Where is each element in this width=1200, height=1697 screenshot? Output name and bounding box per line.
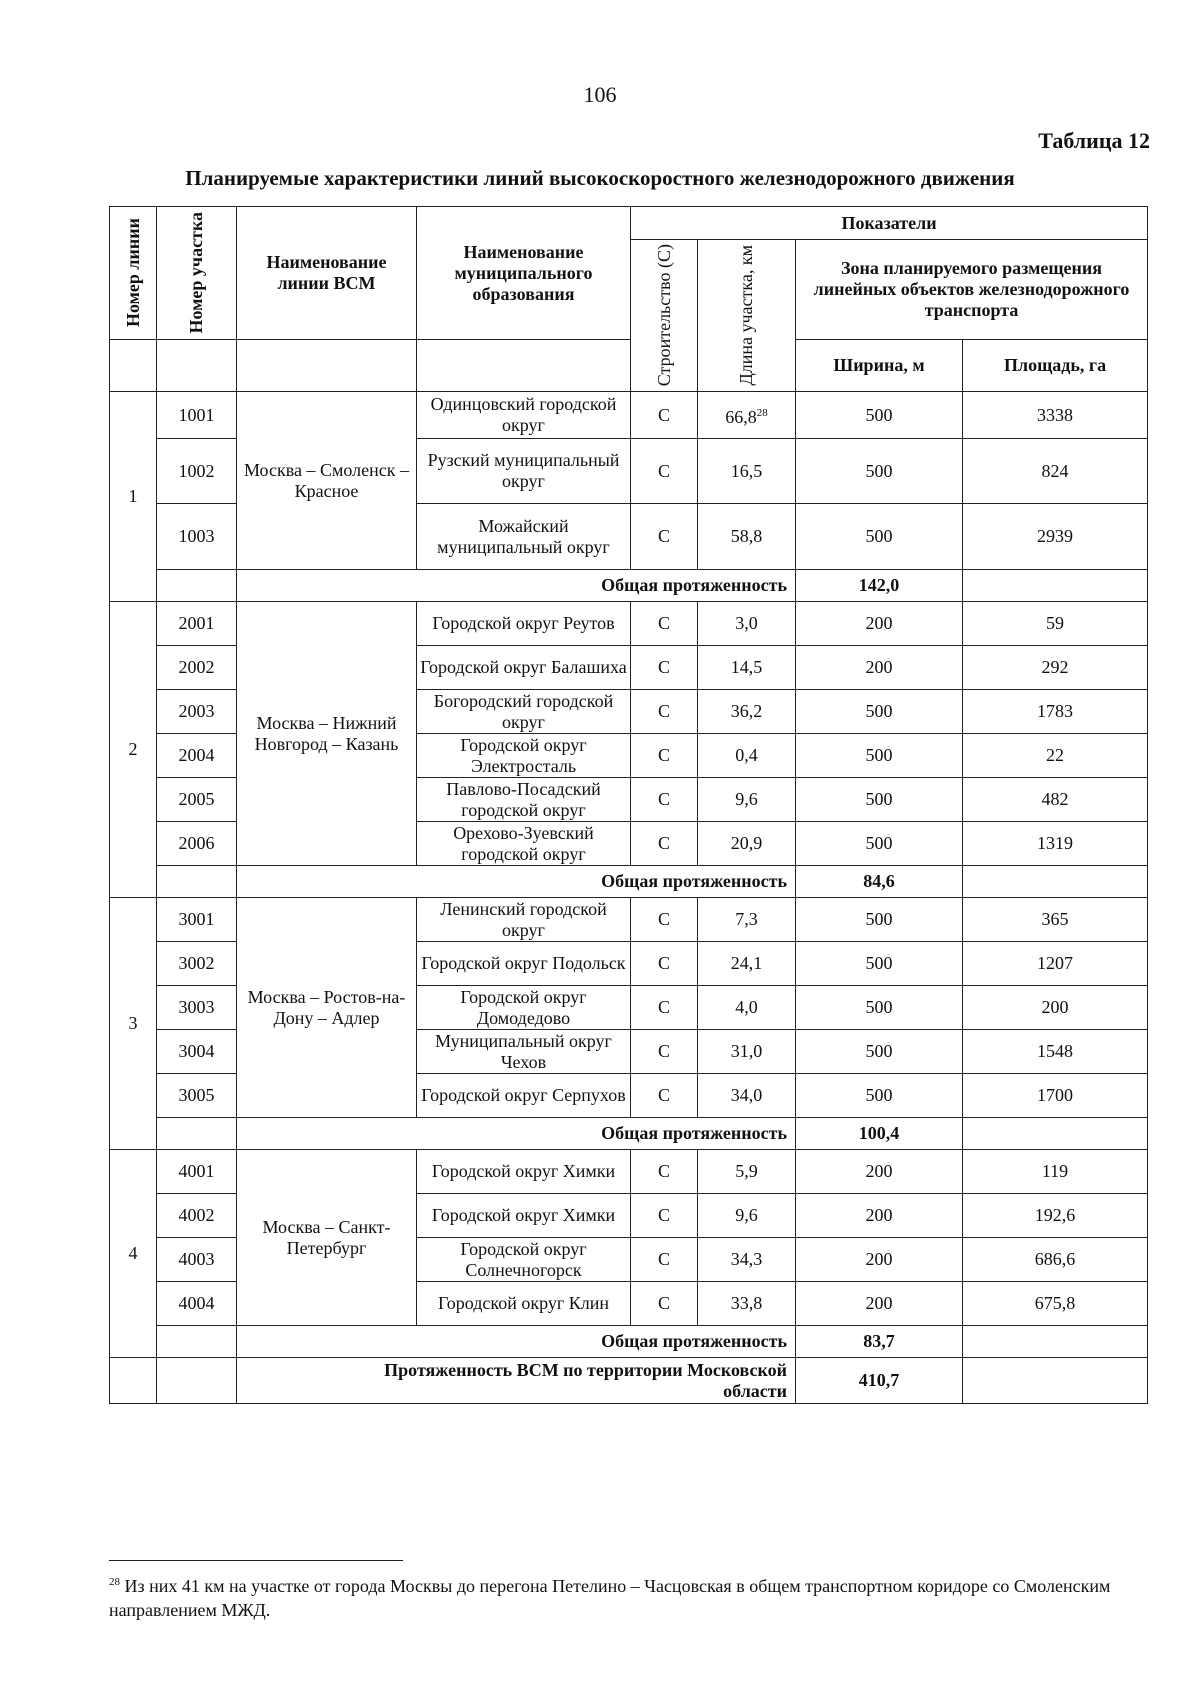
section-number: 2005: [157, 778, 237, 822]
section-length-value: 24,1: [730, 953, 763, 973]
section-number: 2002: [157, 646, 237, 690]
header-municipality: Наименование муниципального образования: [417, 207, 631, 340]
municipality-name: Можайский муниципальный округ: [417, 504, 631, 570]
zone-width: 200: [796, 1282, 963, 1326]
table-label: Таблица 12: [1038, 128, 1150, 153]
header-section-number: Номер участка: [157, 207, 237, 340]
zone-width: 500: [796, 734, 963, 778]
section-length: [698, 646, 796, 690]
blank-cell: [963, 1118, 1148, 1150]
section-length: [698, 504, 796, 570]
municipality-name: Рузский муниципальный округ: [417, 439, 631, 504]
section-number: 1001: [157, 392, 237, 439]
municipality-name: Городской округ Клин: [417, 1282, 631, 1326]
municipality-name: Городской округ Реутов: [417, 602, 631, 646]
header-blank: [417, 340, 631, 392]
construction-mark: С: [631, 822, 698, 866]
total-label: Общая протяженность: [237, 570, 796, 602]
total-label: Общая протяженность: [237, 866, 796, 898]
zone-width: 500: [796, 439, 963, 504]
header-construction: Строительство (С): [631, 240, 698, 392]
blank-cell: [963, 866, 1148, 898]
footnote-mark: 28: [109, 1576, 120, 1588]
municipality-name: Городской округ Электросталь: [417, 734, 631, 778]
section-length-value: 33,8: [730, 1293, 763, 1313]
total-label: Общая протяженность: [237, 1326, 796, 1358]
zone-area: 686,6: [963, 1238, 1148, 1282]
zone-area: 1700: [963, 1074, 1148, 1118]
zone-width: 500: [796, 690, 963, 734]
table-row: [110, 1150, 1148, 1194]
zone-width: 200: [796, 646, 963, 690]
municipality-name: Городской округ Балашиха: [417, 646, 631, 690]
zone-area: 1207: [963, 942, 1148, 986]
section-length: [698, 942, 796, 986]
header-blank: [237, 340, 417, 392]
section-length: [698, 1030, 796, 1074]
municipality-name: Орехово-Зуевский городской округ: [417, 822, 631, 866]
total-label: Общая протяженность: [237, 1118, 796, 1150]
section-length: [698, 392, 796, 439]
municipality-name: Городской округ Серпухов: [417, 1074, 631, 1118]
municipality-name: Одинцовский городской округ: [417, 392, 631, 439]
construction-mark: С: [631, 1238, 698, 1282]
section-length: [698, 1074, 796, 1118]
total-row: [110, 866, 1148, 898]
construction-mark: С: [631, 602, 698, 646]
section-length-value: 66,8: [725, 406, 757, 427]
municipality-name: Городской округ Химки: [417, 1150, 631, 1194]
blank-cell: [963, 1358, 1148, 1404]
construction-mark: С: [631, 1150, 698, 1194]
construction-mark: С: [631, 504, 698, 570]
line-number: 4: [110, 1150, 157, 1358]
total-value: 83,7: [796, 1326, 963, 1358]
header-zone: Зона планируемого размещения линейных объектов железнодорожного транспорта: [796, 240, 1148, 340]
municipality-name: Богородский городской округ: [417, 690, 631, 734]
zone-width: 500: [796, 1074, 963, 1118]
line-name: Москва – Нижний Новгород – Казань: [237, 602, 417, 866]
section-number: 3005: [157, 1074, 237, 1118]
blank-cell: [157, 1326, 237, 1358]
table-row: [110, 392, 1148, 439]
blank-cell: [157, 1118, 237, 1150]
section-number: 3001: [157, 898, 237, 942]
section-length: [698, 778, 796, 822]
section-length: [698, 1238, 796, 1282]
section-length: [698, 734, 796, 778]
characteristics-table: [109, 206, 1148, 1404]
footnote-text: Из них 41 км на участке от города Москвы до перегона Петелино – Часцовская в общем транспортном коридоре со Смоленским направлением МЖД.: [109, 1576, 1111, 1620]
zone-width: 500: [796, 392, 963, 439]
municipality-name: Городской округ Подольск: [417, 942, 631, 986]
section-length-value: 34,3: [730, 1249, 763, 1269]
line-name: Москва – Ростов-на-Дону – Адлер: [237, 898, 417, 1118]
zone-area: 1319: [963, 822, 1148, 866]
header-width: Ширина, м: [796, 340, 963, 392]
section-length-value: 7,3: [735, 909, 758, 929]
construction-mark: С: [631, 1074, 698, 1118]
section-number: 2001: [157, 602, 237, 646]
blank-cell: [963, 570, 1148, 602]
zone-width: 500: [796, 778, 963, 822]
section-length: [698, 898, 796, 942]
section-length-value: 34,0: [730, 1085, 763, 1105]
zone-width: 200: [796, 1150, 963, 1194]
section-number: 2004: [157, 734, 237, 778]
header-area: Площадь, га: [963, 340, 1148, 392]
zone-area: 482: [963, 778, 1148, 822]
header-indicators: Показатели: [631, 207, 1148, 240]
section-number: 2006: [157, 822, 237, 866]
section-length-value: 0,4: [735, 745, 758, 765]
municipality-name: Городской округ Солнечногорск: [417, 1238, 631, 1282]
zone-area: 824: [963, 439, 1148, 504]
zone-area: 22: [963, 734, 1148, 778]
section-length: [698, 1194, 796, 1238]
construction-mark: С: [631, 942, 698, 986]
footnote-ref: 28: [756, 406, 768, 419]
zone-width: 200: [796, 1194, 963, 1238]
grand-total-value: 410,7: [796, 1358, 963, 1404]
section-length: [698, 986, 796, 1030]
section-number: 3002: [157, 942, 237, 986]
zone-width: 500: [796, 986, 963, 1030]
section-number: 4002: [157, 1194, 237, 1238]
construction-mark: С: [631, 392, 698, 439]
section-length-value: 9,6: [735, 789, 758, 809]
municipality-name: Муниципальный округ Чехов: [417, 1030, 631, 1074]
table-title: Планируемые характеристики линий высокоскоростного железнодорожного движения: [185, 166, 1015, 190]
section-number: 1003: [157, 504, 237, 570]
construction-mark: С: [631, 1194, 698, 1238]
zone-width: 500: [796, 504, 963, 570]
section-length: [698, 1282, 796, 1326]
zone-area: 59: [963, 602, 1148, 646]
grand-total-label: Протяженность ВСМ по территории Московской области: [237, 1358, 796, 1404]
header-blank: [157, 340, 237, 392]
section-length: [698, 1150, 796, 1194]
footnote: [109, 1570, 1149, 1622]
header-line-number: Номер линии: [110, 207, 157, 340]
zone-area: 2939: [963, 504, 1148, 570]
section-length-value: 14,5: [730, 657, 763, 677]
zone-area: 192,6: [963, 1194, 1148, 1238]
total-row: [110, 570, 1148, 602]
section-number: 4001: [157, 1150, 237, 1194]
construction-mark: С: [631, 1030, 698, 1074]
construction-mark: С: [631, 898, 698, 942]
construction-mark: С: [631, 646, 698, 690]
zone-width: 500: [796, 822, 963, 866]
zone-area: 675,8: [963, 1282, 1148, 1326]
zone-width: 500: [796, 898, 963, 942]
zone-width: 200: [796, 602, 963, 646]
zone-area: 200: [963, 986, 1148, 1030]
total-value: 142,0: [796, 570, 963, 602]
construction-mark: С: [631, 778, 698, 822]
section-length-value: 58,8: [730, 526, 763, 546]
line-name: Москва – Смоленск – Красное: [237, 392, 417, 570]
section-length-value: 36,2: [730, 701, 763, 721]
line-number: 3: [110, 898, 157, 1150]
section-length: [698, 602, 796, 646]
section-number: 3003: [157, 986, 237, 1030]
section-number: 2003: [157, 690, 237, 734]
blank-cell: [157, 570, 237, 602]
municipality-name: Городской округ Химки: [417, 1194, 631, 1238]
zone-area: 119: [963, 1150, 1148, 1194]
section-length-value: 3,0: [735, 613, 758, 633]
blank-cell: [157, 1358, 237, 1404]
header-line-name: Наименование линии ВСМ: [237, 207, 417, 340]
total-row: [110, 1326, 1148, 1358]
section-length: [698, 822, 796, 866]
zone-area: 292: [963, 646, 1148, 690]
municipality-name: Павлово-Посадский городской округ: [417, 778, 631, 822]
section-number: 3004: [157, 1030, 237, 1074]
blank-cell: [157, 866, 237, 898]
section-length-value: 16,5: [730, 460, 763, 481]
section-length-value: 20,9: [730, 833, 763, 853]
zone-width: 200: [796, 1238, 963, 1282]
section-length-value: 9,6: [735, 1205, 758, 1225]
municipality-name: Ленинский городской округ: [417, 898, 631, 942]
section-number: 4004: [157, 1282, 237, 1326]
construction-mark: С: [631, 1282, 698, 1326]
zone-area: 1548: [963, 1030, 1148, 1074]
table-body: [110, 392, 1148, 1404]
grand-total-row: [110, 1358, 1148, 1404]
line-name: Москва – Санкт-Петербург: [237, 1150, 417, 1326]
line-number: 2: [110, 602, 157, 898]
table-row: [110, 898, 1148, 942]
page-number: 106: [583, 82, 617, 107]
header-blank: [110, 340, 157, 392]
total-value: 84,6: [796, 866, 963, 898]
zone-area: 1783: [963, 690, 1148, 734]
line-number: 1: [110, 392, 157, 602]
section-length: [698, 690, 796, 734]
section-length: [698, 439, 796, 504]
construction-mark: С: [631, 986, 698, 1030]
zone-area: 3338: [963, 392, 1148, 439]
header-length: Длина участка, км: [698, 240, 796, 392]
table-row: [110, 602, 1148, 646]
section-length-value: 31,0: [730, 1041, 763, 1061]
zone-width: 500: [796, 942, 963, 986]
municipality-name: Городской округ Домодедово: [417, 986, 631, 1030]
construction-mark: С: [631, 690, 698, 734]
blank-cell: [963, 1326, 1148, 1358]
section-length-value: 5,9: [735, 1161, 758, 1181]
zone-area: 365: [963, 898, 1148, 942]
section-length-value: 4,0: [735, 997, 758, 1017]
footnote-divider: [109, 1560, 403, 1561]
total-row: [110, 1118, 1148, 1150]
total-value: 100,4: [796, 1118, 963, 1150]
blank-cell: [110, 1358, 157, 1404]
section-number: 1002: [157, 439, 237, 504]
zone-width: 500: [796, 1030, 963, 1074]
section-number: 4003: [157, 1238, 237, 1282]
construction-mark: С: [631, 439, 698, 504]
construction-mark: С: [631, 734, 698, 778]
